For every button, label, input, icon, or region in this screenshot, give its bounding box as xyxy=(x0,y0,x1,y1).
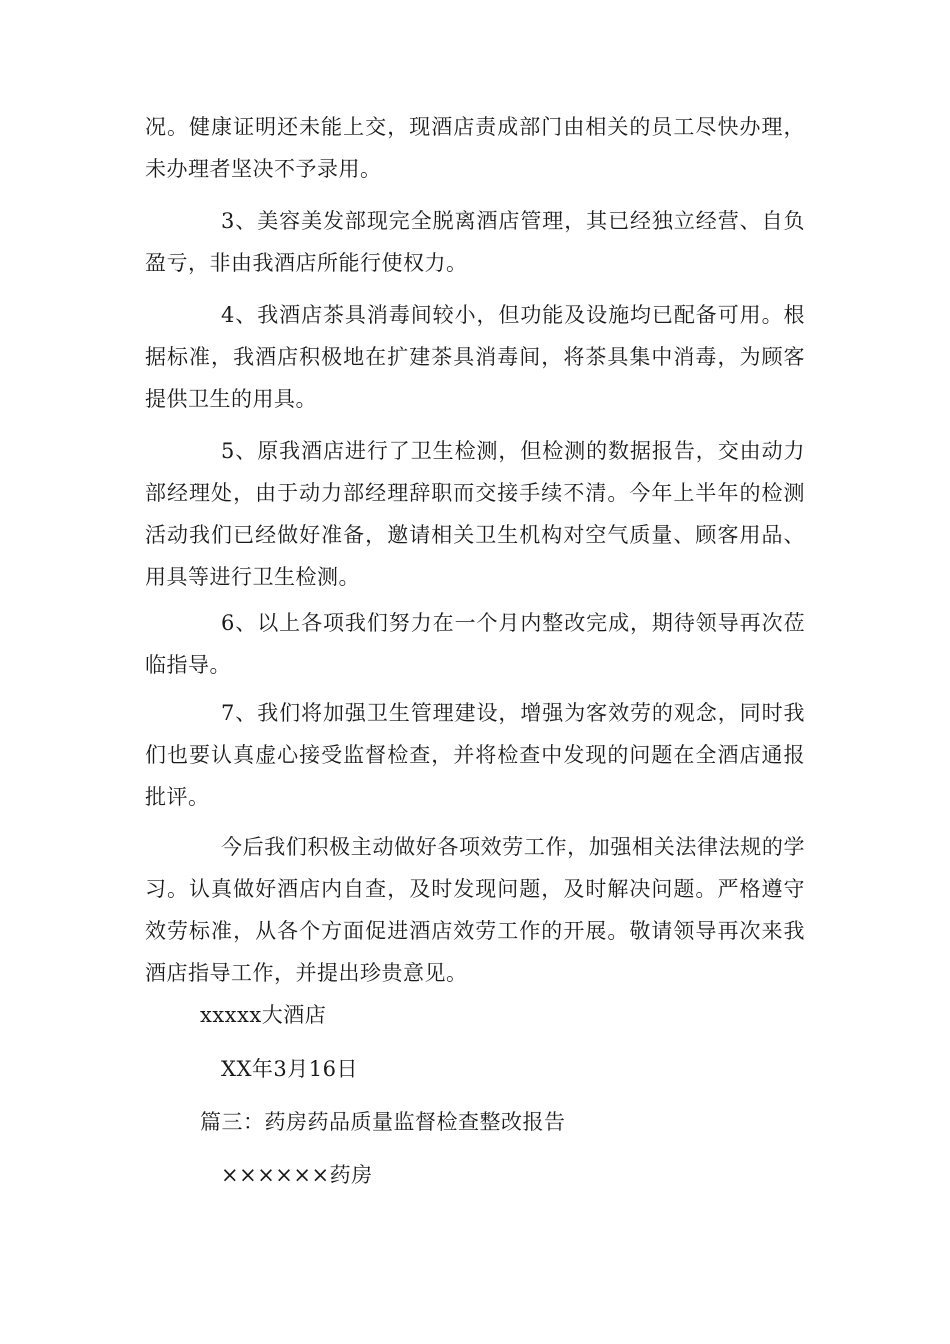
paragraph-item-3: 3、美容美发部现完全脱离酒店管理，其已经独立经营、自负盈亏，非由我酒店所能行使权力。 xyxy=(145,209,805,275)
section-title: 篇三：药房药品质量监督检查整改报告 xyxy=(200,1110,566,1134)
pharmacy-name: ××××××药房 xyxy=(221,1163,373,1187)
signature-date: XX年3月16日 xyxy=(221,1057,358,1081)
paragraph-item-5: 5、原我酒店进行了卫生检测，但检测的数据报告，交由动力部经理处，由于动力部经理辞职而交接手续不清。今年上半年的检测活动我们已经做好准备，邀请相关卫生机构对空气质量、顾客用品、用具等进行卫生检测。 xyxy=(145,439,805,589)
paragraph-continuation: 况。健康证明还未能上交，现酒店责成部门由相关的员工尽快办理，未办理者坚决不予录用。 xyxy=(145,115,805,181)
paragraph-closing: 今后我们积极主动做好各项效劳工作，加强相关法律法规的学习。认真做好酒店内自查，及时发现问题，及时解决问题。严格遵守效劳标准，从各个方面促进酒店效劳工作的开展。敬请领导再次来我酒店指导工作，并提出珍贵意见。 xyxy=(145,835,805,985)
paragraph-item-6: 6、以上各项我们努力在一个月内整改完成，期待领导再次莅临指导。 xyxy=(145,611,805,677)
signature-hotel-name: xxxxx大酒店 xyxy=(200,1003,327,1027)
paragraph-item-4: 4、我酒店茶具消毒间较小，但功能及设施均已配备可用。根据标准，我酒店积极地在扩建茶具消毒间，将茶具集中消毒，为顾客提供卫生的用具。 xyxy=(145,303,805,411)
paragraph-item-7: 7、我们将加强卫生管理建设，增强为客效劳的观念，同时我们也要认真虚心接受监督检查，并将检查中发现的问题在全酒店通报批评。 xyxy=(145,701,805,809)
